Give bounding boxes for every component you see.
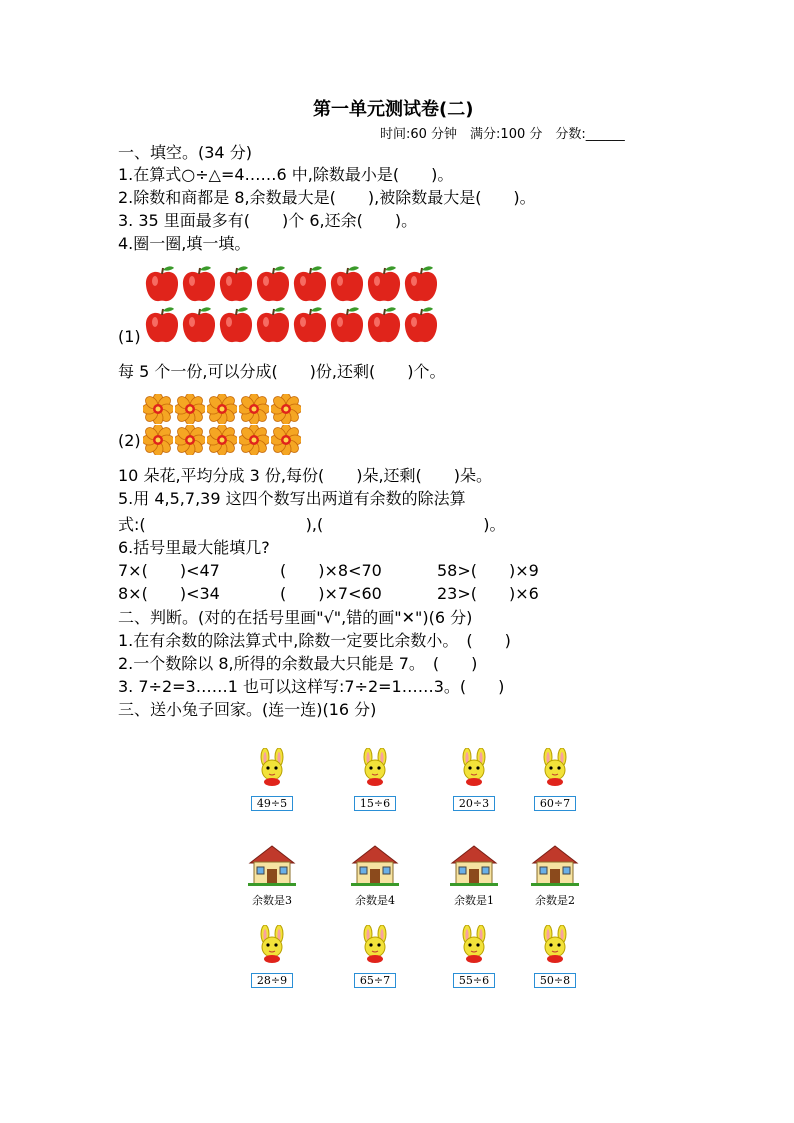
house[interactable] xyxy=(345,843,405,908)
house-icon xyxy=(444,843,504,891)
question-6-r2c1: 8×( )<34 xyxy=(118,584,220,603)
flower-row-1 xyxy=(143,394,301,428)
rabbit-icon xyxy=(244,925,300,969)
flower-icon xyxy=(175,425,205,459)
page-title: 第一单元测试卷(二) xyxy=(313,99,474,120)
apple-icon xyxy=(330,306,364,348)
apple-row-2 xyxy=(145,306,438,348)
rabbit-icon xyxy=(244,748,300,792)
flower-icon xyxy=(143,394,173,428)
question-6: 6.括号里最大能填几? xyxy=(118,538,270,557)
flower-icon xyxy=(175,394,205,428)
house-icon xyxy=(525,843,585,891)
question-2: 2.除数和商都是 8,余数最大是( ),被除数最大是( )。 xyxy=(118,188,536,207)
rabbit-icon xyxy=(347,925,403,969)
rabbit-icon xyxy=(527,748,583,792)
rabbit-icon xyxy=(446,748,502,792)
apple-icon xyxy=(182,306,216,348)
rabbit-division-label: 28÷9 xyxy=(251,973,293,988)
apple-icon xyxy=(293,265,327,307)
question-4-1-text: 每 5 个一份,可以分成( )份,还剩( )个。 xyxy=(118,362,446,381)
question-3: 3. 35 里面最多有( )个 6,还余( )。 xyxy=(118,211,418,230)
apple-icon xyxy=(256,306,290,348)
flower-icon xyxy=(271,394,301,428)
question-4-2-text: 10 朵花,平均分成 3 份,每份( )朵,还剩( )朵。 xyxy=(118,466,493,485)
question-5-line-2: 式:( ),( )。 xyxy=(118,515,506,534)
question-6-r2c2: ( )×7<60 xyxy=(280,584,382,603)
flower-icon xyxy=(207,394,237,428)
rabbit-division-label: 49÷5 xyxy=(251,796,293,811)
rabbit-card[interactable] xyxy=(446,925,502,988)
rabbit-card[interactable] xyxy=(347,748,403,811)
question-5-line-1: 5.用 4,5,7,39 这四个数写出两道有余数的除法算 xyxy=(118,489,466,508)
apple-icon xyxy=(330,265,364,307)
rabbit-division-label: 20÷3 xyxy=(453,796,495,811)
apple-icon xyxy=(145,265,179,307)
flower-row-2 xyxy=(143,425,301,459)
question-4-1-label: (1) xyxy=(118,327,141,346)
apple-icon xyxy=(182,265,216,307)
house[interactable] xyxy=(444,843,504,908)
rabbit-division-label: 15÷6 xyxy=(354,796,396,811)
rabbit-icon xyxy=(446,925,502,969)
judge-2: 2.一个数除以 8,所得的余数最大只能是 7。 ( ) xyxy=(118,654,478,673)
rabbit-card[interactable] xyxy=(446,748,502,811)
rabbit-card[interactable] xyxy=(244,748,300,811)
apple-icon xyxy=(145,306,179,348)
apple-icon xyxy=(219,265,253,307)
rabbit-division-label: 60÷7 xyxy=(534,796,576,811)
apple-row-1 xyxy=(145,265,438,307)
apple-icon xyxy=(256,265,290,307)
rabbit-card[interactable] xyxy=(527,925,583,988)
apple-icon xyxy=(367,265,401,307)
house-remainder-label: 余数是3 xyxy=(252,894,292,907)
judge-3: 3. 7÷2=3……1 也可以这样写:7÷2=1……3。( ) xyxy=(118,677,505,696)
apple-icon xyxy=(293,306,327,348)
question-4: 4.圈一圈,填一填。 xyxy=(118,234,251,253)
house-remainder-label: 余数是4 xyxy=(355,894,395,907)
apple-icon xyxy=(404,265,438,307)
rabbit-division-label: 65÷7 xyxy=(354,973,396,988)
question-1: 1.在算式○÷△=4……6 中,除数最小是( )。 xyxy=(118,165,454,184)
exam-meta: 时间:60 分钟 满分:100 分 分数:______ xyxy=(380,127,625,142)
rabbit-division-label: 55÷6 xyxy=(453,973,495,988)
question-4-2-label: (2) xyxy=(118,431,141,450)
flower-icon xyxy=(239,394,269,428)
apple-icon xyxy=(404,306,438,348)
house-icon xyxy=(242,843,302,891)
house[interactable] xyxy=(525,843,585,908)
house-icon xyxy=(345,843,405,891)
apple-icon xyxy=(367,306,401,348)
apple-icon xyxy=(219,306,253,348)
section-1-heading: 一、填空。(34 分) xyxy=(118,143,252,162)
question-6-r2c3: 23>( )×6 xyxy=(437,584,539,603)
house-remainder-label: 余数是2 xyxy=(535,894,575,907)
rabbit-card[interactable] xyxy=(347,925,403,988)
judge-1: 1.在有余数的除法算式中,除数一定要比余数小。 ( ) xyxy=(118,631,511,650)
rabbit-icon xyxy=(527,925,583,969)
flower-icon xyxy=(143,425,173,459)
flower-icon xyxy=(239,425,269,459)
question-6-r1c2: ( )×8<70 xyxy=(280,561,382,580)
rabbit-division-label: 50÷8 xyxy=(534,973,576,988)
rabbit-card[interactable] xyxy=(527,748,583,811)
section-2-heading: 二、判断。(对的在括号里画"√",错的画"✕")(6 分) xyxy=(118,608,473,627)
house[interactable] xyxy=(242,843,302,908)
rabbit-icon xyxy=(347,748,403,792)
house-remainder-label: 余数是1 xyxy=(454,894,494,907)
flower-icon xyxy=(271,425,301,459)
rabbit-card[interactable] xyxy=(244,925,300,988)
flower-icon xyxy=(207,425,237,459)
section-3-heading: 三、送小兔子回家。(连一连)(16 分) xyxy=(118,700,377,719)
question-6-r1c3: 58>( )×9 xyxy=(437,561,539,580)
question-6-r1c1: 7×( )<47 xyxy=(118,561,220,580)
